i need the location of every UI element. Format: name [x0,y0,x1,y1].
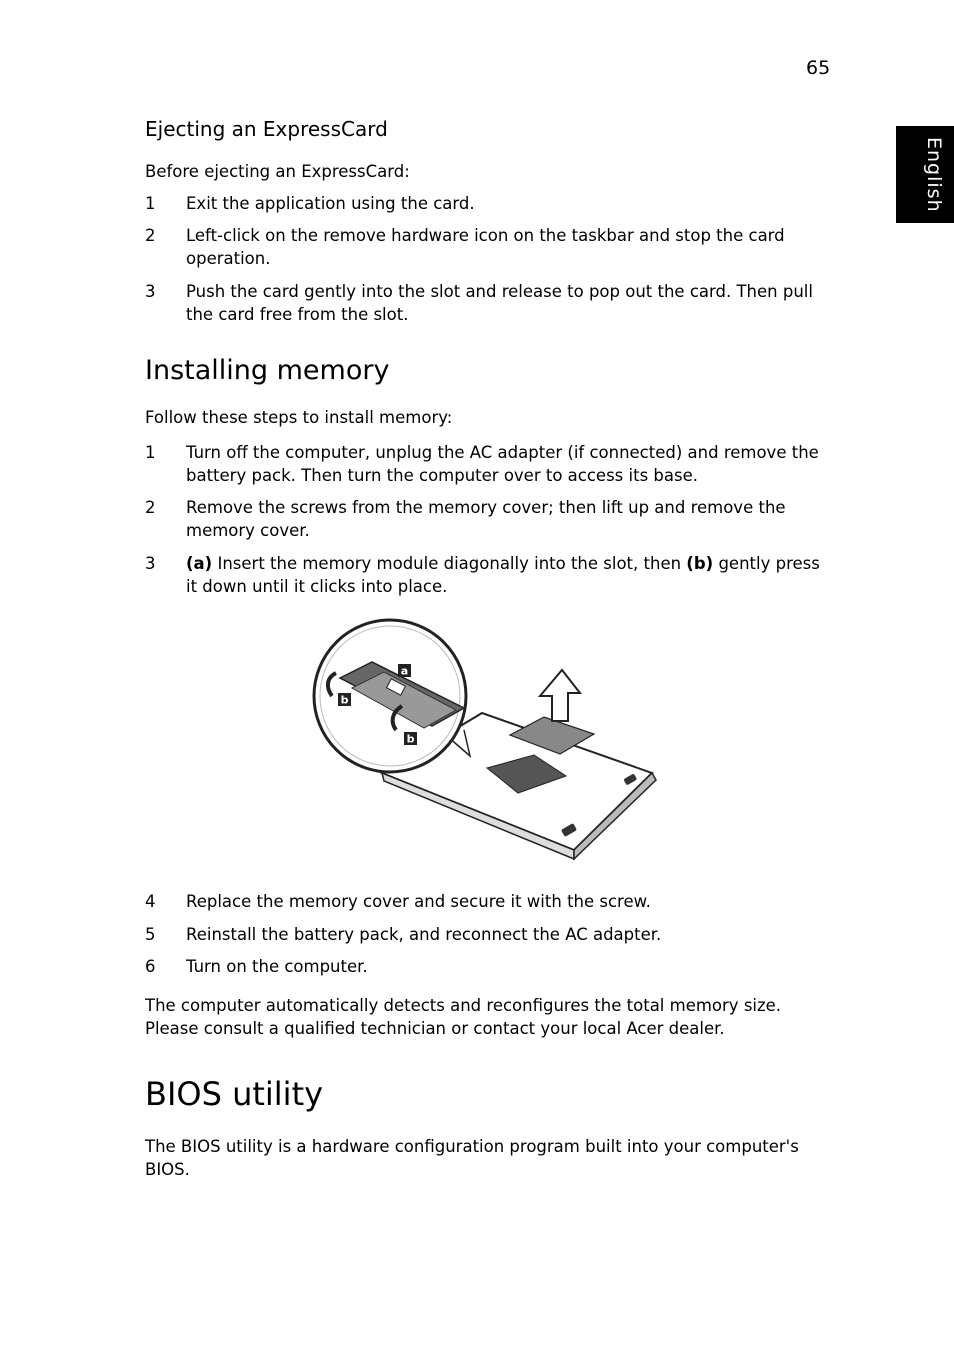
memory-install-illustration [312,618,664,866]
figure-label-b: b [340,693,349,707]
bios-intro: The BIOS utility is a hardware configuration program built into your computer's BIOS. [145,1137,799,1179]
step-number: 3 [145,554,156,573]
step-number: 4 [145,892,156,911]
language-tab-label: English [923,136,945,213]
step-number: 5 [145,925,156,944]
eject-intro: Before ejecting an ExpressCard: [145,162,410,181]
section-heading-bios: BIOS utility [145,1075,324,1113]
step-text: Left-click on the remove hardware icon on the taskbar and stop the card operation. [186,226,785,268]
step-number: 3 [145,282,156,301]
step-text: Remove the screws from the memory cover; then lift up and remove the memory cover. [186,498,786,540]
step-text: Turn off the computer, unplug the AC adapter (if connected) and remove the battery pack. Then turn the computer over to access its base. [186,443,819,485]
figure-label-b: b [406,732,415,746]
step-number: 2 [145,498,156,517]
step-number: 1 [145,194,156,213]
step-text: Push the card gently into the slot and release to pop out the card. Then pull the card free from the slot. [186,282,813,324]
step-text-b: gently press it down until it clicks into place. [186,554,820,596]
step-text: Reinstall the battery pack, and reconnect the AC adapter. [186,925,662,944]
step-number: 2 [145,226,156,245]
memory-closing: The computer automatically detects and reconfigures the total memory size. Please consult a qualified technician or contact your local Acer dealer. [145,996,782,1038]
label-a: (a) [186,554,213,573]
step-text [186,552,834,598]
section-heading-memory: Installing memory [145,355,390,386]
step-text: Replace the memory cover and secure it with the screw. [186,892,651,911]
figure-label-a: a [400,664,409,678]
step-number: 6 [145,957,156,976]
memory-intro: Follow these steps to install memory: [145,408,453,427]
label-b: (b) [686,554,714,573]
step-text-a: Insert the memory module diagonally into the slot, then [212,554,687,573]
step-text: Turn on the computer. [186,957,368,976]
lift-arrow-icon [540,670,580,721]
page-number: 65 [806,57,831,79]
step-text: Exit the application using the card. [186,194,475,213]
section-heading-eject: Ejecting an ExpressCard [145,117,388,141]
step-number: 1 [145,443,156,462]
